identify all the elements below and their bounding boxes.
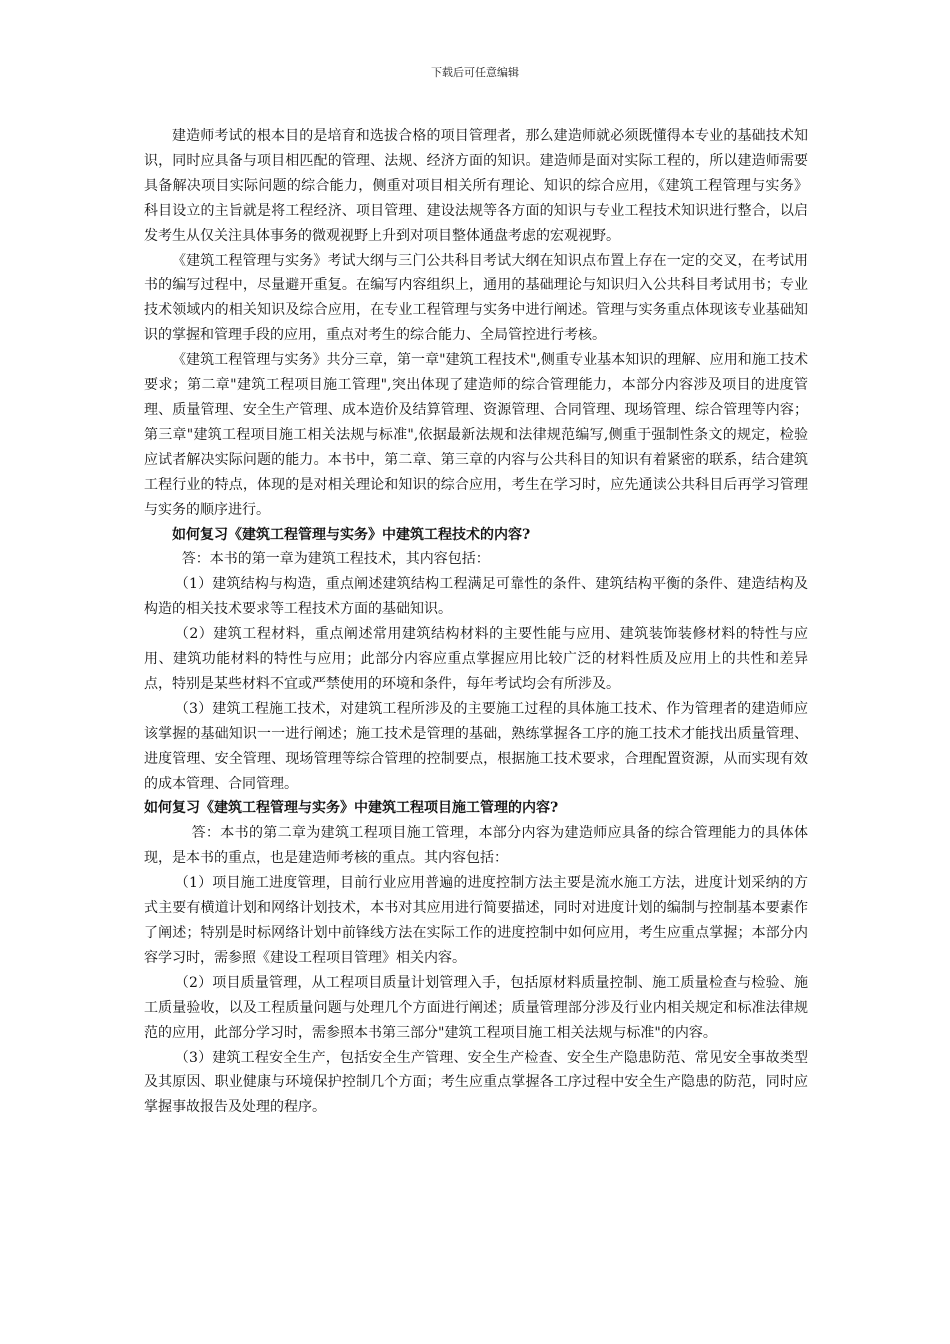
section-1-question: 如何复习《建筑工程管理与实务》中建筑工程技术的内容? — [172, 526, 531, 543]
section-1-item-1: （1）建筑结构与构造，重点阐述建筑结构工程满足可靠性的条件、建筑结构平衡的条件、建造结构及构造的相关技术要求等工程技术方面的基础知识。 — [144, 576, 808, 618]
section-2-answer: 答：本书的第二章为建筑工程项目施工管理，本部分内容为建造师应具备的综合管理能力的具体体现，是本书的重点，也是建造师考核的重点。其内容包括： — [144, 825, 808, 867]
intro-paragraph-2: 《建筑工程管理与实务》考试大纲与三门公共科目考试大纲在知识点布置上存在一定的交叉，在考试用书的编写过程中，尽量避开重复。在编写内容组织上，通用的基础理论与知识归入公共科目考试用书；专业技术领域内的相关知识及综合应用，在专业工程管理与实务中进行阐述。管理与实务重点体现该专业基础知识的掌握和管理手段的应用，重点对考生的综合能力、全局管控进行考核。 — [144, 252, 808, 344]
section-1-item-3: （3）建筑工程施工技术，对建筑工程所涉及的主要施工过程的具体施工技术、作为管理者的建造师应该掌握的基础知识一一进行阐述；施工技术是管理的基础，熟练掌握各工序的施工技术才能找出质量管理、进度管理、安全管理、现场管理等综合管理的控制要点，根据施工技术要求，合理配置资源，从而实现有效的成本管理、合同管理。 — [144, 700, 808, 792]
intro-paragraph-1: 建造师考试的根本目的是培育和选拔合格的项目管理者，那么建造师就必须既懂得本专业的基础技术知识，同时应具备与项目相匹配的管理、法规、经济方面的知识。建造师是面对实际工程的，所以建造师需要具备解决项目实际问题的综合能力，侧重对项目相关所有理论、知识的综合应用，《建筑工程管理与实务》科目设立的主旨就是将工程经济、项目管理、建设法规等各方面的知识与专业工程技术知识进行整合，以启发考生从仅关注具体事务的微观视野上升到对项目整体通盘考虑的宏观视野。 — [144, 128, 808, 244]
document-body — [144, 124, 808, 1120]
section-2-item-2: （2）项目质量管理，从工程项目质量计划管理入手，包括原材料质量控制、施工质量检查与检验、施工质量验收，以及工程质量问题与处理几个方面进行阐述；质量管理部分涉及行业内相关规定和标准法律规范的应用，此部分学习时，需参照本书第三部分"建筑工程项目施工相关法规与标准"的内容。 — [144, 974, 808, 1041]
section-1-item-2: （2）建筑工程材料，重点阐述常用建筑结构材料的主要性能与应用、建筑装饰装修材料的特性与应用、建筑功能材料的特性与应用；此部分内容应重点掌握应用比较广泛的材料性质及应用上的共性和差异点，特别是某些材料不宜或严禁使用的环境和条件，每年考试均会有所涉及。 — [144, 626, 808, 692]
intro-paragraph-3: 《建筑工程管理与实务》共分三章，第一章"建筑工程技术",侧重专业基本知识的理解、应用和施工技术要求；第二章"建筑工程项目施工管理",突出体现了建造师的综合管理能力，本部分内容涉及项目的进度管理、质量管理、安全生产管理、成本造价及结算管理、资源管理、合同管理、现场管理、综合管理等内容；第三章"建筑工程项目施工相关法规与标准",依据最新法规和法律规范编写,侧重于强制性条文的规定，检验应试者解决实际问题的能力。本书中，第二章、第三章的内容与公共科目的知识有着紧密的联系，结合建筑工程行业的特点，体现的是对相关理论和知识的综合应用，考生在学习时，应先通读公共科目后再学习管理与实务的顺序进行。 — [144, 352, 808, 518]
section-2-item-1: （1）项目施工进度管理，目前行业应用普遍的进度控制方法主要是流水施工方法，进度计划采纳的方式主要有横道计划和网络计划技术，本书对其应用进行简要描述，同时对进度计划的编制与控制基本要素作了阐述；特别是时标网络计划中前锋线方法在实际工作的进度控制中如何应用，考生应重点掌握；本部分内容学习时，需参照《建设工程项目管理》相关内容。 — [144, 875, 808, 966]
section-2-item-3: （3）建筑工程安全生产，包括安全生产管理、安全生产检查、安全生产隐患防范、常见安全事故类型及其原因、职业健康与环境保护控制几个方面；考生应重点掌握各工序过程中安全生产隐患的防范，同时应掌握事故报告及处理的程序。 — [144, 1049, 808, 1116]
section-2-question: 如何复习《建筑工程管理与实务》中建筑工程项目施工管理的内容? — [144, 800, 559, 817]
page-header: 下载后可任意编辑 — [431, 66, 519, 79]
section-1-answer: 答：本书的第一章为建筑工程技术，其内容包括： — [181, 551, 490, 568]
